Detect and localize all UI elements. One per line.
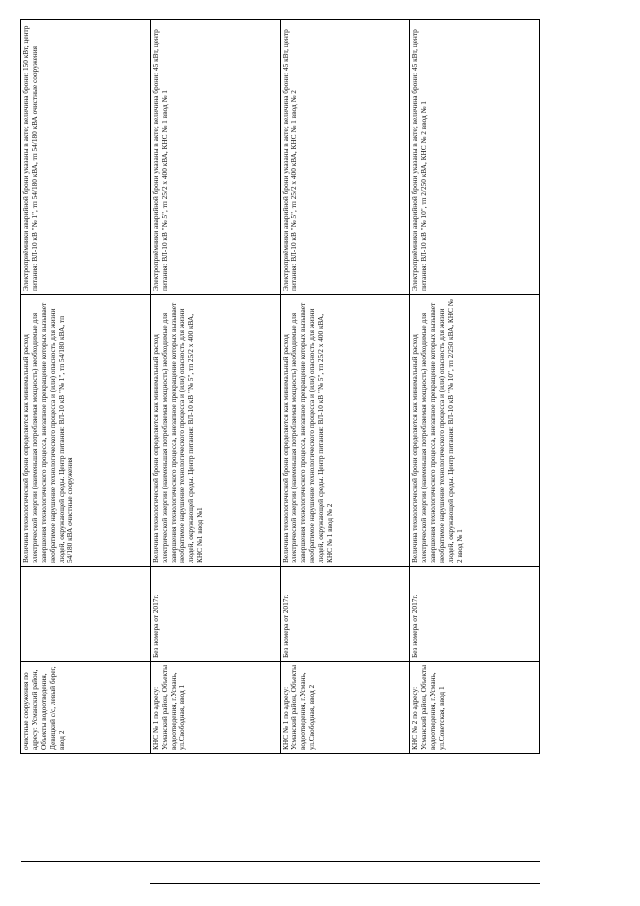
table-row — [150, 20, 280, 884]
doc-text: Без номера от 2017г. — [280, 594, 290, 658]
armor-table — [20, 19, 540, 884]
tech-armor-text: Величина технологической брони определяется как минимальный расход электрической энергии (наименьшая потребляемая мощность) необходимые для завершения технологического процесса, внезапное прекращение которых вызывает необратимое нарушение технологического процесса и (или) опасность для жизни людей, окружающей среды. Центр питания: ВЛ-10 кВ "№ 10", тп 2/250 кВА, КНС № 2 ввод № 1 — [410, 299, 464, 563]
empty-cell — [21, 754, 151, 862]
empty-cell — [150, 754, 280, 862]
table-row — [410, 20, 540, 884]
emergency-armor-text: Электроприёмники аварийной брони указаны в акте; величина брони: 150 кВт, центр питания: ВЛ-10 кВ "№ 1", тп 54/180 кВА, тп 54/180 кВА очистные сооружения — [21, 25, 39, 291]
doc-cell — [21, 567, 151, 662]
object-cell — [410, 662, 540, 754]
object-text: КНС № 1 по адресу: Усманский район, Объекты водоотведения, г.Усмань, ул.Свободная, ввод 1 — [150, 664, 187, 750]
tech-armor-cell — [150, 295, 280, 567]
empty-cell — [150, 862, 280, 884]
doc-cell — [280, 567, 410, 662]
emergency-armor-cell — [280, 20, 410, 295]
doc-text: Без номера от 2017г. — [150, 594, 160, 658]
tech-armor-text: Величина технологической брони определяется как минимальный расход электрической энергии (наименьшая потребляемая мощность) необходимые для завершения технологического процесса, внезапное прекращение которых вызывает необратимое нарушение технологического процесса и (или) опасность для жизни людей, окружающей среды. Центр питания: ВЛ-10 кВ "№ 5", тп 25/2 х 400 кВА, КНС № 1 ввод № 2 — [280, 302, 334, 563]
tech-armor-cell — [280, 295, 410, 567]
object-text: КНС № 1 по адресу: Усманский район, Объекты водоотведения, г.Усмань, ул.Свободная, ввод 2 — [280, 664, 317, 750]
emergency-armor-text: Электроприёмники аварийной брони указаны в акте; величина брони: 45 кВт, центр питания: ВЛ-10 кВ "№ 10", тп 2/250 кВА, КНС № 2 ввод № 1 — [410, 29, 429, 291]
table-row — [280, 20, 410, 884]
emergency-armor-text: Электроприёмники аварийной брони указаны в акте; величина брони: 45 кВт, центр питания: ВЛ-10 кВ "№ 5", тп 25/2 х 400 кВА, КНС № 1 ввод № 2 — [280, 29, 299, 291]
emergency-armor-cell — [150, 20, 280, 295]
empty-cell — [280, 754, 410, 862]
emergency-armor-cell — [21, 20, 151, 295]
doc-text: Без номера от 2017г. — [410, 594, 420, 658]
tech-armor-cell — [410, 295, 540, 567]
object-cell — [280, 662, 410, 754]
empty-cell — [410, 862, 540, 884]
empty-cell — [280, 862, 410, 884]
tech-armor-cell — [21, 295, 151, 567]
table-row — [21, 20, 151, 884]
emergency-armor-text: Электроприёмники аварийной брони указаны в акте; величина брони: 45 кВт, центр питания: ВЛ-10 кВ "№ 5", тп 25/2 х 400 кВА, КНС № 1 ввод № 1 — [150, 29, 169, 291]
doc-cell — [410, 567, 540, 662]
doc-cell — [150, 567, 280, 662]
rotated-page — [20, 20, 540, 884]
object-cell — [21, 662, 151, 754]
object-text: очистные сооружения по адресу: Усманский район, Объекты водоотведения, Девицкий с/с, левый берег, ввод 2 — [21, 666, 66, 750]
tech-armor-text: Величина технологической брони определяется как минимальный расход электрической энергии (наименьшая потребляемая мощность) необходимые для завершения технологического процесса, внезапное прекращение которых вызывает необратимое нарушение технологического процесса и (или) опасность для жизни людей, окружающей среды. Центр питания: ВЛ-10 кВ "№ 5", тп 25/2 х 400 кВА, КНС №1 ввод №1 — [150, 302, 205, 563]
empty-cell — [410, 754, 540, 862]
object-cell — [150, 662, 280, 754]
tech-armor-text: Величина технологической брони определяется как минимальный расход электрической энергии (наименьшая потребляемая мощность) необходимые для завершения технологического процесса, внезапное прекращение которых вызывает необратимое нарушение технологического процесса и (или) опасность для жизни людей, окружающей среды. Центр питания: ВЛ-10 кВ "№ 1", тп 54/180 кВА, тп 54/180 кВА очистные сооружения — [21, 302, 75, 563]
emergency-armor-cell — [410, 20, 540, 295]
object-text: КНС № 2 по адресу: Усманский район, Объекты водоотведения, г.Усмань, ул.Советская, ввод 1 — [410, 664, 446, 750]
empty-cell — [21, 862, 151, 884]
